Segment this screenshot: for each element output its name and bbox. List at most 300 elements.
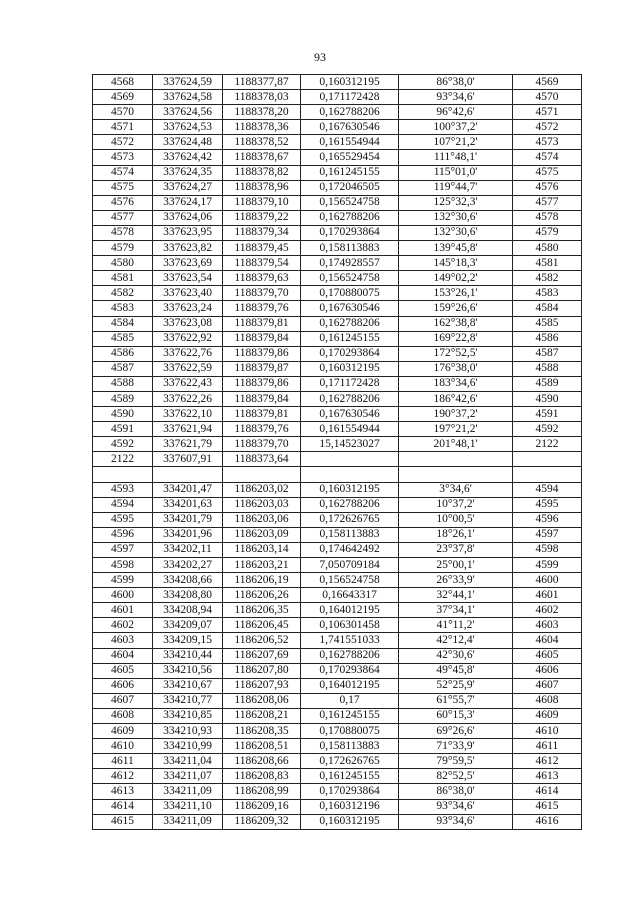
next-point-cell: 4599	[513, 558, 582, 573]
next-point-cell: 4598	[513, 542, 582, 557]
y-coordinate-cell: 1186208,83	[223, 769, 301, 784]
y-coordinate-cell: 1186208,06	[223, 693, 301, 708]
table-row	[93, 241, 582, 256]
distance-cell: 0,106301458	[301, 618, 399, 633]
table-row	[93, 391, 582, 406]
table-row	[93, 482, 582, 497]
table-row	[93, 75, 582, 90]
x-coordinate-cell: 337623,40	[153, 286, 223, 301]
next-point-cell	[513, 452, 582, 467]
next-point-cell: 4570	[513, 90, 582, 105]
point-number-cell: 4587	[93, 361, 153, 376]
distance-cell: 0,158113883	[301, 527, 399, 542]
direction-angle-cell: 37°34,1'	[399, 603, 513, 618]
point-number-cell: 4575	[93, 180, 153, 195]
table-row	[93, 271, 582, 286]
table-row	[93, 407, 582, 422]
next-point-cell: 4607	[513, 678, 582, 693]
x-coordinate-cell: 334202,27	[153, 558, 223, 573]
next-point-cell: 4589	[513, 376, 582, 391]
point-number-cell: 4604	[93, 648, 153, 663]
y-coordinate-cell: 1186206,45	[223, 618, 301, 633]
distance-cell: 0,167630546	[301, 407, 399, 422]
distance-cell	[301, 467, 399, 482]
x-coordinate-cell: 337623,95	[153, 225, 223, 240]
distance-cell: 0,17	[301, 693, 399, 708]
y-coordinate-cell: 1186206,26	[223, 588, 301, 603]
y-coordinate-cell: 1186203,09	[223, 527, 301, 542]
direction-angle-cell: 119°44,7'	[399, 180, 513, 195]
x-coordinate-cell: 334210,85	[153, 708, 223, 723]
distance-cell: 0,162788206	[301, 210, 399, 225]
direction-angle-cell: 93°34,6'	[399, 90, 513, 105]
point-number-cell: 4609	[93, 724, 153, 739]
direction-angle-cell: 42°12,4'	[399, 633, 513, 648]
distance-cell: 0,161554944	[301, 422, 399, 437]
direction-angle-cell: 25°00,1'	[399, 558, 513, 573]
table-row	[93, 754, 582, 769]
direction-angle-cell: 197°21,2'	[399, 422, 513, 437]
table-row	[93, 739, 582, 754]
next-point-cell: 4608	[513, 693, 582, 708]
x-coordinate-cell: 337621,79	[153, 437, 223, 452]
table-row	[93, 105, 582, 120]
distance-cell: 0,158113883	[301, 241, 399, 256]
y-coordinate-cell: 1188379,86	[223, 346, 301, 361]
y-coordinate-cell: 1186208,51	[223, 739, 301, 754]
distance-cell: 0,162788206	[301, 105, 399, 120]
distance-cell: 0,160312196	[301, 799, 399, 814]
y-coordinate-cell: 1186206,52	[223, 633, 301, 648]
x-coordinate-cell: 334210,67	[153, 678, 223, 693]
direction-angle-cell: 61°55,7'	[399, 693, 513, 708]
direction-angle-cell: 169°22,8'	[399, 331, 513, 346]
y-coordinate-cell: 1188373,64	[223, 452, 301, 467]
next-point-cell: 4611	[513, 739, 582, 754]
next-point-cell: 4571	[513, 105, 582, 120]
next-point-cell: 4579	[513, 225, 582, 240]
point-number-cell: 4595	[93, 512, 153, 527]
y-coordinate-cell: 1186207,69	[223, 648, 301, 663]
direction-angle-cell: 10°37,2'	[399, 497, 513, 512]
point-number-cell: 4601	[93, 603, 153, 618]
point-number-cell: 4577	[93, 210, 153, 225]
direction-angle-cell: 96°42,6'	[399, 105, 513, 120]
direction-angle-cell	[399, 467, 513, 482]
next-point-cell: 4603	[513, 618, 582, 633]
distance-cell: 0,170880075	[301, 724, 399, 739]
point-number-cell: 4607	[93, 693, 153, 708]
next-point-cell: 4586	[513, 331, 582, 346]
direction-angle-cell: 10°00,5'	[399, 512, 513, 527]
point-number-cell: 4585	[93, 331, 153, 346]
y-coordinate-cell: 1186203,21	[223, 558, 301, 573]
table-row	[93, 90, 582, 105]
table-row	[93, 452, 582, 467]
distance-cell: 0,164012195	[301, 603, 399, 618]
y-coordinate-cell: 1188377,87	[223, 75, 301, 90]
direction-angle-cell: 18°26,1'	[399, 527, 513, 542]
y-coordinate-cell: 1188379,22	[223, 210, 301, 225]
direction-angle-cell: 93°34,6'	[399, 799, 513, 814]
next-point-cell: 4583	[513, 286, 582, 301]
distance-cell: 0,172626765	[301, 754, 399, 769]
direction-angle-cell: 125°32,3'	[399, 195, 513, 210]
distance-cell: 0,156524758	[301, 195, 399, 210]
next-point-cell: 4580	[513, 241, 582, 256]
direction-angle-cell: 86°38,0'	[399, 784, 513, 799]
distance-cell: 0,156524758	[301, 271, 399, 286]
next-point-cell: 4587	[513, 346, 582, 361]
x-coordinate-cell: 337624,42	[153, 150, 223, 165]
table-row	[93, 588, 582, 603]
y-coordinate-cell: 1186203,14	[223, 542, 301, 557]
table-row	[93, 497, 582, 512]
point-number-cell: 4600	[93, 588, 153, 603]
y-coordinate-cell: 1188379,87	[223, 361, 301, 376]
y-coordinate-cell: 1188379,76	[223, 422, 301, 437]
distance-cell: 0,167630546	[301, 120, 399, 135]
distance-cell: 0,160312195	[301, 75, 399, 90]
next-point-cell: 4581	[513, 256, 582, 271]
table-row	[93, 618, 582, 633]
table-row	[93, 120, 582, 135]
distance-cell: 0,167630546	[301, 301, 399, 316]
next-point-cell: 4578	[513, 210, 582, 225]
next-point-cell: 4597	[513, 527, 582, 542]
next-point-cell: 4569	[513, 75, 582, 90]
direction-angle-cell: 159°26,6'	[399, 301, 513, 316]
distance-cell: 0,170880075	[301, 286, 399, 301]
x-coordinate-cell: 334211,10	[153, 799, 223, 814]
x-coordinate-cell: 337624,17	[153, 195, 223, 210]
x-coordinate-cell: 334210,56	[153, 663, 223, 678]
table-row	[93, 195, 582, 210]
distance-cell: 0,170293864	[301, 225, 399, 240]
x-coordinate-cell: 334210,44	[153, 648, 223, 663]
table-row	[93, 316, 582, 331]
next-point-cell: 4609	[513, 708, 582, 723]
direction-angle-cell: 186°42,6'	[399, 391, 513, 406]
next-point-cell: 4605	[513, 648, 582, 663]
x-coordinate-cell: 337624,48	[153, 135, 223, 150]
table-row	[93, 603, 582, 618]
next-point-cell: 4594	[513, 482, 582, 497]
next-point-cell: 4610	[513, 724, 582, 739]
x-coordinate-cell: 337622,59	[153, 361, 223, 376]
y-coordinate-cell: 1188379,54	[223, 256, 301, 271]
x-coordinate-cell: 337624,35	[153, 165, 223, 180]
next-point-cell: 4612	[513, 754, 582, 769]
table-row	[93, 437, 582, 452]
table-row	[93, 301, 582, 316]
next-point-cell: 4584	[513, 301, 582, 316]
distance-cell: 0,161554944	[301, 135, 399, 150]
distance-cell: 0,172626765	[301, 512, 399, 527]
direction-angle-cell: 183°34,6'	[399, 376, 513, 391]
x-coordinate-cell: 337623,69	[153, 256, 223, 271]
point-number-cell: 4572	[93, 135, 153, 150]
point-number-cell: 2122	[93, 452, 153, 467]
x-coordinate-cell: 334201,63	[153, 497, 223, 512]
point-number-cell: 4581	[93, 271, 153, 286]
next-point-cell: 4591	[513, 407, 582, 422]
next-point-cell: 4604	[513, 633, 582, 648]
point-number-cell: 4583	[93, 301, 153, 316]
distance-cell: 0,16643317	[301, 588, 399, 603]
y-coordinate-cell: 1186207,93	[223, 678, 301, 693]
x-coordinate-cell: 337622,92	[153, 331, 223, 346]
distance-cell: 0,161245155	[301, 331, 399, 346]
y-coordinate-cell: 1188378,67	[223, 150, 301, 165]
point-number-cell: 4592	[93, 437, 153, 452]
next-point-cell: 4615	[513, 799, 582, 814]
x-coordinate-cell: 337624,58	[153, 90, 223, 105]
x-coordinate-cell: 337624,53	[153, 120, 223, 135]
distance-cell	[301, 452, 399, 467]
point-number-cell: 4599	[93, 573, 153, 588]
next-point-cell: 4614	[513, 784, 582, 799]
table-row	[93, 225, 582, 240]
point-number-cell: 4610	[93, 739, 153, 754]
direction-angle-cell: 132°30,6'	[399, 210, 513, 225]
distance-cell: 0,174928557	[301, 256, 399, 271]
distance-cell: 0,162788206	[301, 316, 399, 331]
point-number-cell: 4602	[93, 618, 153, 633]
y-coordinate-cell: 1188378,82	[223, 165, 301, 180]
direction-angle-cell	[399, 452, 513, 467]
y-coordinate-cell: 1188379,84	[223, 391, 301, 406]
distance-cell: 0,160312195	[301, 361, 399, 376]
y-coordinate-cell: 1188379,63	[223, 271, 301, 286]
next-point-cell	[513, 467, 582, 482]
table-row	[93, 422, 582, 437]
point-number-cell: 4591	[93, 422, 153, 437]
distance-cell: 1,741551033	[301, 633, 399, 648]
table-row	[93, 633, 582, 648]
distance-cell: 0,162788206	[301, 391, 399, 406]
distance-cell: 0,162788206	[301, 497, 399, 512]
point-number-cell: 4593	[93, 482, 153, 497]
direction-angle-cell: 172°52,5'	[399, 346, 513, 361]
x-coordinate-cell: 334210,77	[153, 693, 223, 708]
next-point-cell: 4576	[513, 180, 582, 195]
point-number-cell: 4570	[93, 105, 153, 120]
distance-cell: 7,050709184	[301, 558, 399, 573]
x-coordinate-cell	[153, 467, 223, 482]
next-point-cell: 4601	[513, 588, 582, 603]
direction-angle-cell: 79°59,5'	[399, 754, 513, 769]
direction-angle-cell: 26°33,9'	[399, 573, 513, 588]
point-number-cell: 4590	[93, 407, 153, 422]
x-coordinate-cell: 337624,06	[153, 210, 223, 225]
table-row	[93, 346, 582, 361]
direction-angle-cell: 149°02,2'	[399, 271, 513, 286]
distance-cell: 0,161245155	[301, 165, 399, 180]
table-row	[93, 542, 582, 557]
direction-angle-cell: 93°34,6'	[399, 814, 513, 829]
next-point-cell: 4613	[513, 769, 582, 784]
y-coordinate-cell: 1188379,81	[223, 407, 301, 422]
table-row	[93, 467, 582, 482]
next-point-cell: 4595	[513, 497, 582, 512]
table-row	[93, 286, 582, 301]
table-row	[93, 376, 582, 391]
distance-cell: 0,172046505	[301, 180, 399, 195]
x-coordinate-cell: 334201,47	[153, 482, 223, 497]
distance-cell: 0,171172428	[301, 90, 399, 105]
point-number-cell: 4613	[93, 784, 153, 799]
y-coordinate-cell: 1186206,35	[223, 603, 301, 618]
table-row	[93, 135, 582, 150]
next-point-cell: 2122	[513, 437, 582, 452]
direction-angle-cell: 86°38,0'	[399, 75, 513, 90]
direction-angle-cell: 190°37,2'	[399, 407, 513, 422]
next-point-cell: 4574	[513, 150, 582, 165]
y-coordinate-cell: 1186208,35	[223, 724, 301, 739]
distance-cell: 0,158113883	[301, 739, 399, 754]
x-coordinate-cell: 334201,96	[153, 527, 223, 542]
distance-cell: 0,174642492	[301, 542, 399, 557]
table-row	[93, 648, 582, 663]
direction-angle-cell: 42°30,6'	[399, 648, 513, 663]
y-coordinate-cell: 1188378,96	[223, 180, 301, 195]
point-number-cell: 4588	[93, 376, 153, 391]
y-coordinate-cell: 1188379,86	[223, 376, 301, 391]
page-number: 93	[314, 50, 326, 64]
y-coordinate-cell: 1188378,36	[223, 120, 301, 135]
x-coordinate-cell: 337623,08	[153, 316, 223, 331]
y-coordinate-cell	[223, 467, 301, 482]
table-row	[93, 799, 582, 814]
direction-angle-cell: 23°37,8'	[399, 542, 513, 557]
table-row	[93, 331, 582, 346]
table-row	[93, 558, 582, 573]
y-coordinate-cell: 1188379,45	[223, 241, 301, 256]
distance-cell: 0,161245155	[301, 769, 399, 784]
point-number-cell: 4589	[93, 391, 153, 406]
point-number-cell: 4597	[93, 542, 153, 557]
next-point-cell: 4592	[513, 422, 582, 437]
distance-cell: 0,160312195	[301, 482, 399, 497]
next-point-cell: 4600	[513, 573, 582, 588]
table-row	[93, 210, 582, 225]
direction-angle-cell: 145°18,3'	[399, 256, 513, 271]
x-coordinate-cell: 337623,82	[153, 241, 223, 256]
x-coordinate-cell: 337622,26	[153, 391, 223, 406]
point-number-cell: 4611	[93, 754, 153, 769]
table-row	[93, 693, 582, 708]
direction-angle-cell: 162°38,8'	[399, 316, 513, 331]
direction-angle-cell: 60°15,3'	[399, 708, 513, 723]
point-number-cell: 4598	[93, 558, 153, 573]
y-coordinate-cell: 1186206,19	[223, 573, 301, 588]
table-row	[93, 180, 582, 195]
next-point-cell: 4573	[513, 135, 582, 150]
direction-angle-cell: 176°38,0'	[399, 361, 513, 376]
distance-cell: 0,171172428	[301, 376, 399, 391]
y-coordinate-cell: 1186209,32	[223, 814, 301, 829]
direction-angle-cell: 139°45,8'	[399, 241, 513, 256]
y-coordinate-cell: 1188379,70	[223, 437, 301, 452]
point-number-cell: 4606	[93, 678, 153, 693]
distance-cell: 0,160312195	[301, 814, 399, 829]
direction-angle-cell: 132°30,6'	[399, 225, 513, 240]
direction-angle-cell: 100°37,2'	[399, 120, 513, 135]
x-coordinate-cell: 334210,99	[153, 739, 223, 754]
table-row	[93, 663, 582, 678]
x-coordinate-cell: 337622,10	[153, 407, 223, 422]
next-point-cell: 4590	[513, 391, 582, 406]
next-point-cell: 4588	[513, 361, 582, 376]
table-row	[93, 150, 582, 165]
y-coordinate-cell: 1186208,66	[223, 754, 301, 769]
direction-angle-cell: 52°25,9'	[399, 678, 513, 693]
table-row	[93, 784, 582, 799]
point-number-cell: 4615	[93, 814, 153, 829]
point-number-cell: 4614	[93, 799, 153, 814]
point-number-cell: 4576	[93, 195, 153, 210]
table-row	[93, 724, 582, 739]
next-point-cell: 4577	[513, 195, 582, 210]
y-coordinate-cell: 1186207,80	[223, 663, 301, 678]
direction-angle-cell: 115°01,0'	[399, 165, 513, 180]
x-coordinate-cell: 337623,54	[153, 271, 223, 286]
y-coordinate-cell: 1188379,76	[223, 301, 301, 316]
x-coordinate-cell: 334209,07	[153, 618, 223, 633]
table-body	[93, 75, 582, 830]
direction-angle-cell: 201°48,1'	[399, 437, 513, 452]
point-number-cell: 4569	[93, 90, 153, 105]
point-number-cell: 4579	[93, 241, 153, 256]
y-coordinate-cell: 1188378,03	[223, 90, 301, 105]
distance-cell: 0,165529454	[301, 150, 399, 165]
point-number-cell: 4580	[93, 256, 153, 271]
y-coordinate-cell: 1186208,21	[223, 708, 301, 723]
point-number-cell: 4582	[93, 286, 153, 301]
next-point-cell: 4606	[513, 663, 582, 678]
coordinates-table	[92, 74, 582, 830]
y-coordinate-cell: 1188379,81	[223, 316, 301, 331]
y-coordinate-cell: 1186203,02	[223, 482, 301, 497]
x-coordinate-cell: 334209,15	[153, 633, 223, 648]
next-point-cell: 4602	[513, 603, 582, 618]
x-coordinate-cell: 337621,94	[153, 422, 223, 437]
table-row	[93, 527, 582, 542]
point-number-cell: 4596	[93, 527, 153, 542]
table-row	[93, 708, 582, 723]
x-coordinate-cell: 337624,56	[153, 105, 223, 120]
x-coordinate-cell: 337624,59	[153, 75, 223, 90]
x-coordinate-cell: 334208,80	[153, 588, 223, 603]
distance-cell: 0,162788206	[301, 648, 399, 663]
direction-angle-cell: 32°44,1'	[399, 588, 513, 603]
next-point-cell: 4616	[513, 814, 582, 829]
direction-angle-cell: 82°52,5'	[399, 769, 513, 784]
y-coordinate-cell: 1188378,20	[223, 105, 301, 120]
next-point-cell: 4582	[513, 271, 582, 286]
distance-cell: 0,170293864	[301, 784, 399, 799]
x-coordinate-cell: 337607,91	[153, 452, 223, 467]
distance-cell: 0,156524758	[301, 573, 399, 588]
y-coordinate-cell: 1186208,99	[223, 784, 301, 799]
point-number-cell: 4571	[93, 120, 153, 135]
direction-angle-cell: 69°26,6'	[399, 724, 513, 739]
table-row	[93, 512, 582, 527]
x-coordinate-cell: 337623,24	[153, 301, 223, 316]
table-row	[93, 256, 582, 271]
next-point-cell: 4596	[513, 512, 582, 527]
